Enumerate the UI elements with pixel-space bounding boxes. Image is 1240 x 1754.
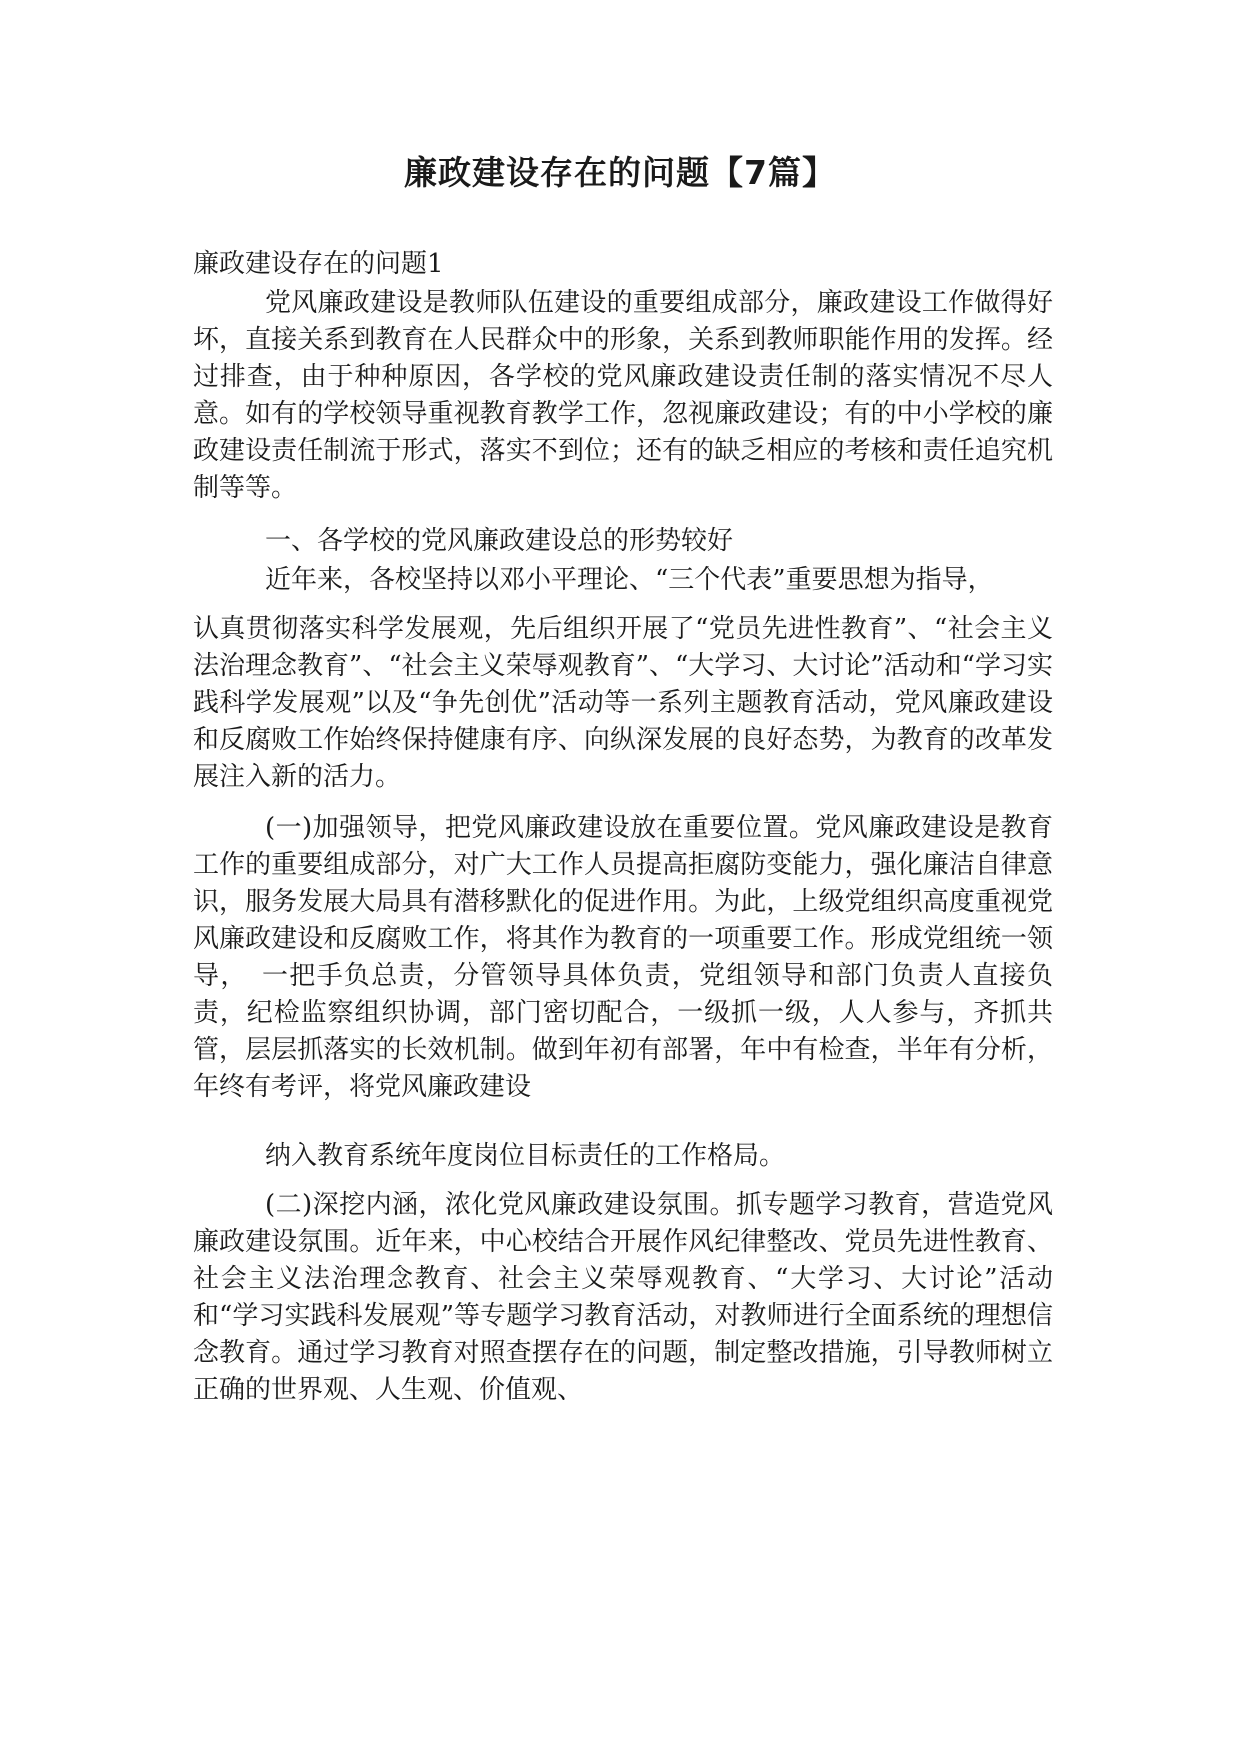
paragraph-deepen-connotation: (二)深挖内涵，浓化党风廉政建设氛围。抓专题学习教育，营造党风廉政建设氛围。近年来，中心校结合开展作风纪律整改、党员先进性教育、社会主义法治理念教育、社会主义荣辱观教育、“大学习、大讨论”活动和“学习实践科发展观”等专题学习教育活动，对教师进行全面系统的理想信念教育。通过学习教育对照查摆存在的问题，制定整改措施，引导教师树立正确的世界观、人生观、价值观、 [193,1190,1053,1405]
paragraph-recent-years: 认真贯彻落实科学发展观，先后组织开展了“党员先进性教育”、“社会主义法治理念教育”、“社会主义荣辱观教育”、“大学习、大讨论”活动和“学习实践科学发展观”以及“争先创优”活动等一系列主题教育活动，党风廉政建设和反腐败工作始终保持健康有序、向纵深发展的良好态势，为教育的改革发展注入新的活力。 [193,614,1053,792]
paragraph-intro: 党风廉政建设是教师队伍建设的重要组成部分，廉政建设工作做得好坏，直接关系到教育在人民群众中的形象，关系到教师职能作用的发挥。经过排查，由于种种原因，各学校的党风廉政建设责任制的落实情况不尽人意。如有的学校领导重视教育教学工作，忽视廉政建设；有的中小学校的廉政建设责任制流于形式，落实不到位；还有的缺乏相应的考核和责任追究机制等等。 [193,288,1053,503]
section-heading: 廉政建设存在的问题1 [193,249,444,279]
paragraph-recent-years-lead: 近年来，各校坚持以邓小平理论、“三个代表”重要思想为指导， [265,565,994,595]
paragraph-target-responsibility: 纳入教育系统年度岗位目标责任的工作格局。 [265,1141,786,1171]
heading-overall-situation: 一、各学校的党风廉政建设总的形势较好 [265,526,734,556]
paragraph-strengthen-leadership: (一)加强领导，把党风廉政建设放在重要位置。党风廉政建设是教育工作的重要组成部分，对广大工作人员提高拒腐防变能力，强化廉洁自律意识，服务发展大局具有潜移默化的促进作用。为此，上级党组织高度重视党风廉政建设和反腐败工作，将其作为教育的一项重要工作。形成党组统一领导， 一把手负总责，分管领导具体负责，党组领导和部门负责人直接负责，纪检监察组织协调，部门密切配合，一级抓一级，人人参与，齐抓共管，层层抓落实的长效机制。做到年初有部署，年中有检查，半年有分析，年终有考评，将党风廉政建设 [193,813,1053,1102]
document-title: 廉政建设存在的问题【7篇】 [404,153,836,192]
